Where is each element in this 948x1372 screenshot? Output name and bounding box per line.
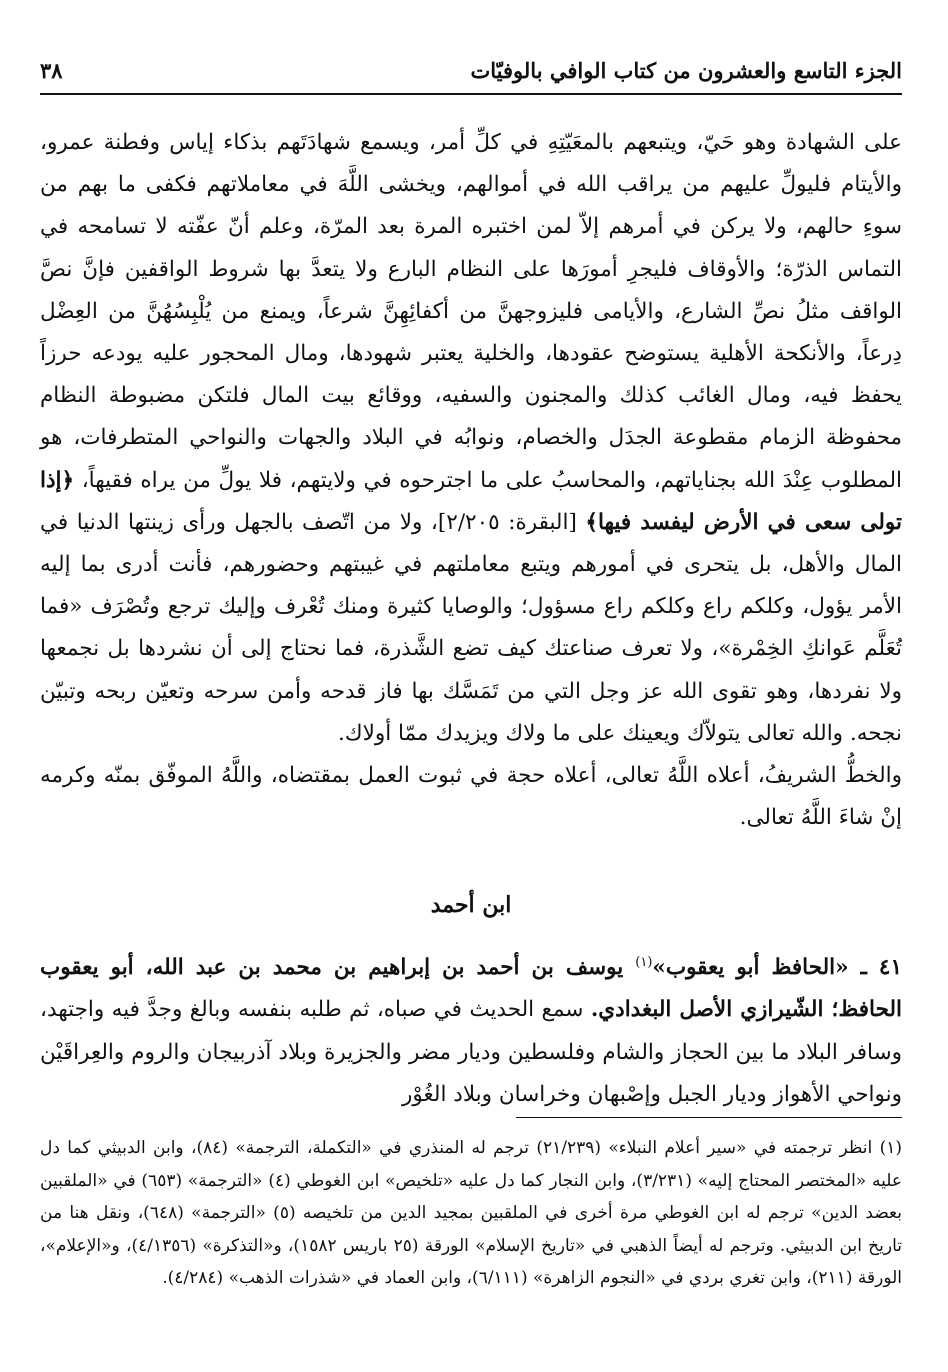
entry-paragraph <box>40 942 902 1116</box>
main-text <box>40 122 902 839</box>
paragraph-1-part-b: [البقرة: ٢/٢٠٥]، ولا من اتّصف بالجهل ورأى زينتها الدنيا في المال والأهل، بل يتحرى في أمورهم ويتبع معاملتهم في غيبتهم وحضورهم، فأنت أدرى بما إليه الأمر يؤول، وكلكم راع وكلكم راع مسؤول؛ والوصايا كثيرة ومنك تُعْرف وإليك ترجع وتُصْرَف «فما تُعَلَّم عَوانكِ الخِمْرة»، ولا تعرف صناعتك كيف تضع الشَّذرة، فما نحتاج إلى أن نشردها بل نجمعها ولا نفردها، وهو تقوى الله عز وجل التي من تَمَسَّك بها فاز قدحه وأمن سرحه وتعيّن ربحه وتبيّن نجحه. والله تعالى يتولاّك ويعينك على ما ولاك ويزيدك ممّا أولاك. <box>40 509 902 746</box>
paragraph-1-part-a: على الشهادة وهو حَيّ، ويتبعهم بالمعَيّتِهِ في كلِّ أمر، ويسمع شهادَتَهم بذكاء إياس وفطنة عمرو، والأيتام فليولِّ عليهم من يراقب الله في أموالهم، ويخشى اللَّهَ في معاملاتهم فكفى ما بهم من سوءِ حالهم، ولا يركن في أمرهم إلاّ لمن اختبره المرة بعد المرّة، وعلم أنّ عفّته لا تسامحه في التماس الذرّة؛ والأوقاف فليجرِ أمورَها على النظام البارع ولا يتعدَّ بها شروط الواقفين فإنَّ نصَّ الواقف مثلُ نصِّ الشارع، والأيامى فليزوجهنَّ من أكفائِهِنَّ شرعاً، ويمنع من يُلْبِسُهُنَّ من العِضْل دِرعاً، والأنكحة الأهلية يستوضح عقودها، والخلية يعتبر شهودها، ومال المحجور عليه يودعه حرزاً يحفظ فيه، ومال الغائب كذلك والمجنون والسفيه، ووقائع بيت المال فلتكن مضبوطة النظام محفوظة الزمام مقطوعة الجدَل والخصام، ونوابُه في البلاد والجهات والنواحي المتطرفات، هو المطلوب عِنْدَ الله بجناياتهم، والمحاسبُ على ما اجترحوه في ولايتهم، فلا يولِّ من يراه فقيهاً، <box>40 130 902 493</box>
footnote-1: (١) انظر ترجمته في «سير أعلام النبلاء» (٢١/٢٣٩) ترجم له المنذري في «التكملة، الترجمة» (٨٤)، وابن الدبيثي كما دل عليه «المختصر المحتاج إليه» (٣/٢٣١)، وابن النجار كما دل عليه «تلخيص» ابن الغوطي (٤) «الترجمة» (٦٥٣) في «الملقبين بعضد الدين» ترجم له ابن الغوطي مرة أخرى في الملقبين بمجيد الدين من تلخيصه (٥) «الترجمة» (٦٤٨)، ونقل هنا من تاريخ ابن الدبيثي. وترجم له أيضاً الذهبي في «تاريخ الإسلام» الورقة (٢٥ باريس ١٥٨٢)، و«التذكرة» (٤/١٣٥٦)، و«الإعلام»، الورقة (٢١١)، وابن تغري بردي في «النجوم الزاهرة» (٦/١١١)، وابن العماد في «شذرات الذهب» (٤/٢٨٤). <box>40 1138 903 1288</box>
entry-name: يوسف بن أحمد بن إبراهيم بن محمد بن عبد الله، أبو يعقوب الحافظ؛ الشّيرازي الأصل البغدادي. <box>40 955 902 1023</box>
page-number: ٣٨ <box>40 57 63 83</box>
entry-heading: ٤١ ـ «الحافظ أبو يعقوب» <box>652 955 902 981</box>
quran-quote: ﴿إذا تولى سعى في الأرض ليفسد فيها﴾ <box>40 467 902 535</box>
paragraph-1 <box>40 122 902 755</box>
page-header <box>40 52 902 88</box>
footnote-marker[interactable]: (١) <box>635 955 653 970</box>
paragraph-2: والخطُّ الشريفُ، أعلاه اللَّهُ تعالى، أعلاه حجة في ثبوت العمل بمقتضاه، واللَّهُ الموفّق بمنّه وكرمه إنْ شاءَ اللَّهُ تعالى. <box>40 763 902 831</box>
biography-entry <box>40 942 902 1116</box>
entry-text: سمع الحديث في صباه، ثم طلبه بنفسه وبالغ وجدَّ فيه واجتهد، وسافر البلاد ما بين الحجاز والشام وفلسطين وديار مضر والجزيرة وبلاد آذربيجان والروم والعِراقَيْن ونواحي الأهواز وديار الجبل وإصْبهان وخراسان وبلاد الغُوْر <box>40 997 902 1107</box>
footnotes <box>40 1132 902 1295</box>
section-title: ابن أحمد <box>430 892 512 918</box>
header-divider <box>40 93 902 95</box>
footnote-divider <box>516 1117 902 1118</box>
running-title: الجزء التاسع والعشرون من كتاب الوافي بالوفيّات <box>470 57 902 83</box>
